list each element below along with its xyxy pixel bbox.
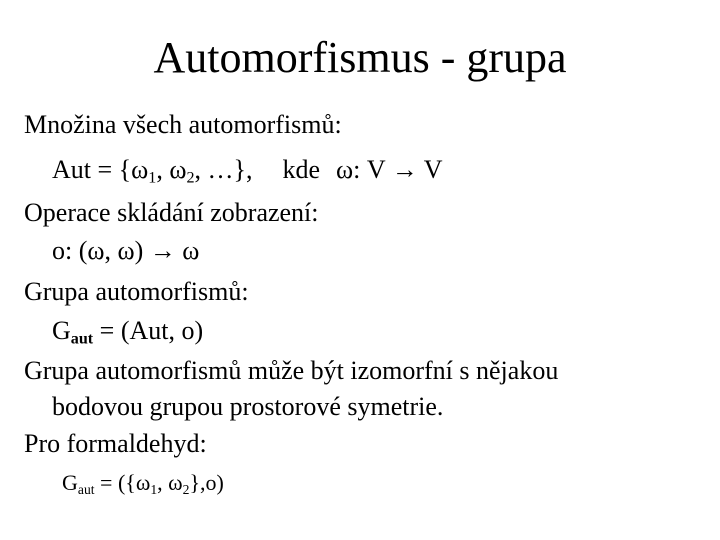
formula-part: = (Aut, o)	[93, 316, 204, 345]
formula-part: G	[52, 316, 71, 345]
subscript: aut	[70, 330, 94, 348]
subscript: 2	[182, 481, 190, 497]
formula-aut-definition	[52, 155, 443, 185]
subscript: 2	[186, 169, 195, 187]
slide-title: Automorfismus - grupa	[153, 33, 567, 82]
formula-composition: o: (ω, ω) → ω	[52, 236, 200, 265]
subscript: aut	[77, 481, 95, 497]
text-line-point-group: bodovou grupou prostorové symetrie.	[52, 392, 444, 421]
formula-mapping: ω: V → V	[336, 155, 443, 184]
text-line-formaldehyde: Pro formaldehyd:	[24, 429, 207, 458]
formula-kde: kde	[282, 155, 321, 184]
formula-part: , ω	[157, 470, 183, 495]
formula-part: = ({ω	[94, 470, 151, 495]
subscript: 1	[150, 481, 158, 497]
formula-part: Aut = {ω	[52, 155, 149, 184]
formula-gaut	[52, 316, 203, 346]
text-line-isomorphic: Grupa automorfismů může být izomorfní s nějakou	[24, 356, 559, 385]
text-line-automorphism-set: Množina všech automorfismů:	[24, 110, 342, 139]
formula-part: G	[62, 470, 78, 495]
formula-part: },o)	[189, 470, 224, 495]
text-line-composition: Operace skládání zobrazení:	[24, 198, 319, 227]
text-line-automorphism-group: Grupa automorfismů:	[24, 277, 249, 306]
formula-part: , ω	[156, 155, 187, 184]
formula-formaldehyde-gaut	[62, 468, 224, 498]
formula-part: , …},	[194, 155, 253, 184]
subscript: 1	[148, 169, 157, 187]
